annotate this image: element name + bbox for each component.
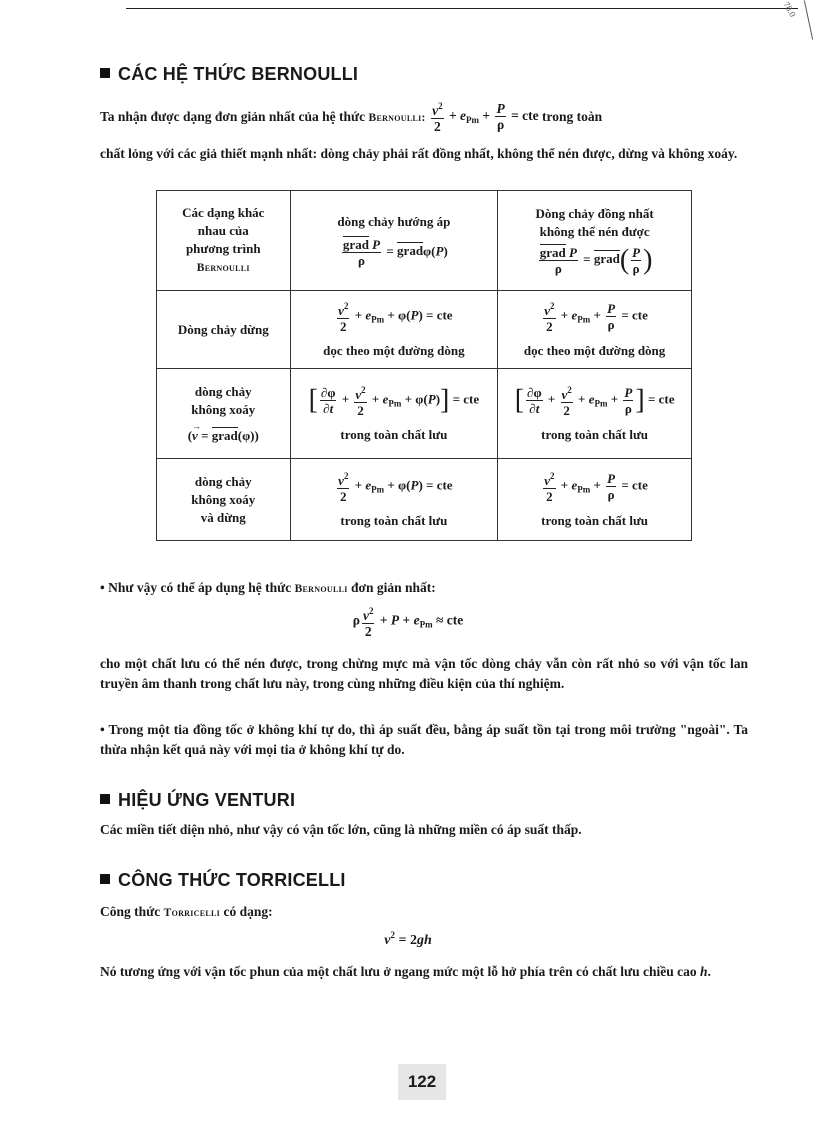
cell-steady-incompressible: $\frac{v^2}{2}$ + $e_{Pm}$ + $\frac{P}{\rho}$ = cte dọc theo một đường dòng — [498, 291, 692, 369]
page-number: 122 — [398, 1064, 446, 1100]
bullet-simplest-form: • Như vậy có thể áp dụng hệ thức Bernoulli đơn giản nhất: — [100, 580, 436, 595]
cell-irrotational-steady-incompressible: $\frac{v^2}{2}$ + $e_{Pm}$ + $\frac{P}{\rho}$ = cte trong toàn chất lưu — [498, 459, 692, 541]
torricelli-intro: Công thức Torricelli có dạng: — [100, 904, 273, 919]
section-title-torricelli: CÔNG THỨC TORRICELLI — [100, 870, 346, 891]
venturi-paragraph: Các miền tiết diện nhỏ, như vậy có vận tốc lớn, cũng là những miền có áp suất thấp. — [100, 822, 582, 837]
square-bullet-icon — [100, 874, 110, 884]
torricelli-paragraph: Nó tương ứng với vận tốc phun của một chất lưu ở ngang mức một lỗ hở phía trên có chất lưu chiều cao h. — [100, 964, 711, 979]
table-row — [157, 369, 692, 459]
intro-paragraph: Ta nhận được dạng đơn giản nhất của hệ thức Bernoulli: $\frac{v^2}{2}$ + $e_{Pm}$ + $\frac{P}{\rho}$ = cte trong toàn — [100, 96, 748, 136]
square-bullet-icon — [100, 68, 110, 78]
section-title-venturi: HIỆU ỨNG VENTURI — [100, 790, 295, 811]
bernoulli-forms-table — [156, 190, 692, 541]
table-header-barotropic: dòng chảy hướng áp $\frac{\text{grad P}}{\rho}$ = gradφ(P) — [290, 191, 498, 291]
row-label-irrotational: dòng chảy không xoáy (→ v = grad(φ)) — [157, 369, 291, 459]
cell-irrotational-steady-barotropic: $\frac{v^2}{2}$ + $e_{Pm} + \varphi(P)$ = cte trong toàn chất lưu — [290, 459, 498, 541]
cell-irrotational-incompressible: [ $\frac{\partial\varphi}{\partial t}$ + $\frac{v^2}{2}$ + $e_{Pm}$ + $\frac{P}{\rho}$ ] = cte trong toàn chất lưu — [498, 369, 692, 459]
intro-paragraph-continued: chất lỏng với các giả thiết mạnh nhất: dòng chảy phải rất đồng nhất, không thể nén được, dừng và không xoáy. — [100, 146, 738, 161]
table-row — [157, 459, 692, 541]
corner-mark: 78.0 — [781, 0, 798, 19]
corner-crease — [804, 0, 813, 39]
table-row — [157, 191, 692, 291]
row-label-steady: Dòng chảy dừng — [157, 291, 291, 369]
cell-irrotational-barotropic: [ $\frac{\partial\varphi}{\partial t}$ + $\frac{v^2}{2}$ + $e_{Pm} + \varphi(P)$] = cte trong toàn chất lưu — [290, 369, 498, 459]
table-row — [157, 291, 692, 369]
table-header-incompressible: Dòng chảy đồng nhất không thể nén được $\frac{\text{grad P}}{\rho}$ = grad( $\frac{P}{\rho}$ ) — [498, 191, 692, 291]
torricelli-equation: $v^2 = 2gh$ — [384, 930, 432, 948]
cell-steady-barotropic: $\frac{v^2}{2}$ + $e_{Pm} + \varphi(P)$ = cte dọc theo một đường dòng — [290, 291, 498, 369]
top-rule — [126, 8, 798, 9]
compressible-paragraph: cho một chất lưu có thể nén được, trong chừng mực mà vận tốc dòng chảy vẫn còn rất nhỏ so với vận tốc lan truyền âm thanh trong chất lưu này, trong cùng những điều kiện của thí nghiệm. — [100, 656, 748, 691]
section-title-bernoulli: CÁC HỆ THỨC BERNOULLI — [100, 64, 358, 85]
square-bullet-icon — [100, 794, 110, 804]
bernoulli-compressible-equation: ρ $\frac{v^2}{2}$ + $P + e_{Pm}$ ≈ cte — [352, 606, 464, 639]
row-label-irrotational-steady: dòng chảy không xoáy và dừng — [157, 459, 291, 541]
table-header-forms: Các dạng khác nhau của phương trình Bernoulli — [157, 191, 291, 291]
bernoulli-equation: $\frac{v^2}{2}$ + $e_{Pm}$ + $\frac{P}{\rho}$ = cte — [432, 101, 539, 135]
bullet-free-jet: • Trong một tia đồng tốc ở không khí tự do, thì áp suất đều, bằng áp suất tồn tại trong môi trường "ngoài". Ta thừa nhận kết quả này với mọi tia ở không khí tự do. — [100, 722, 748, 757]
